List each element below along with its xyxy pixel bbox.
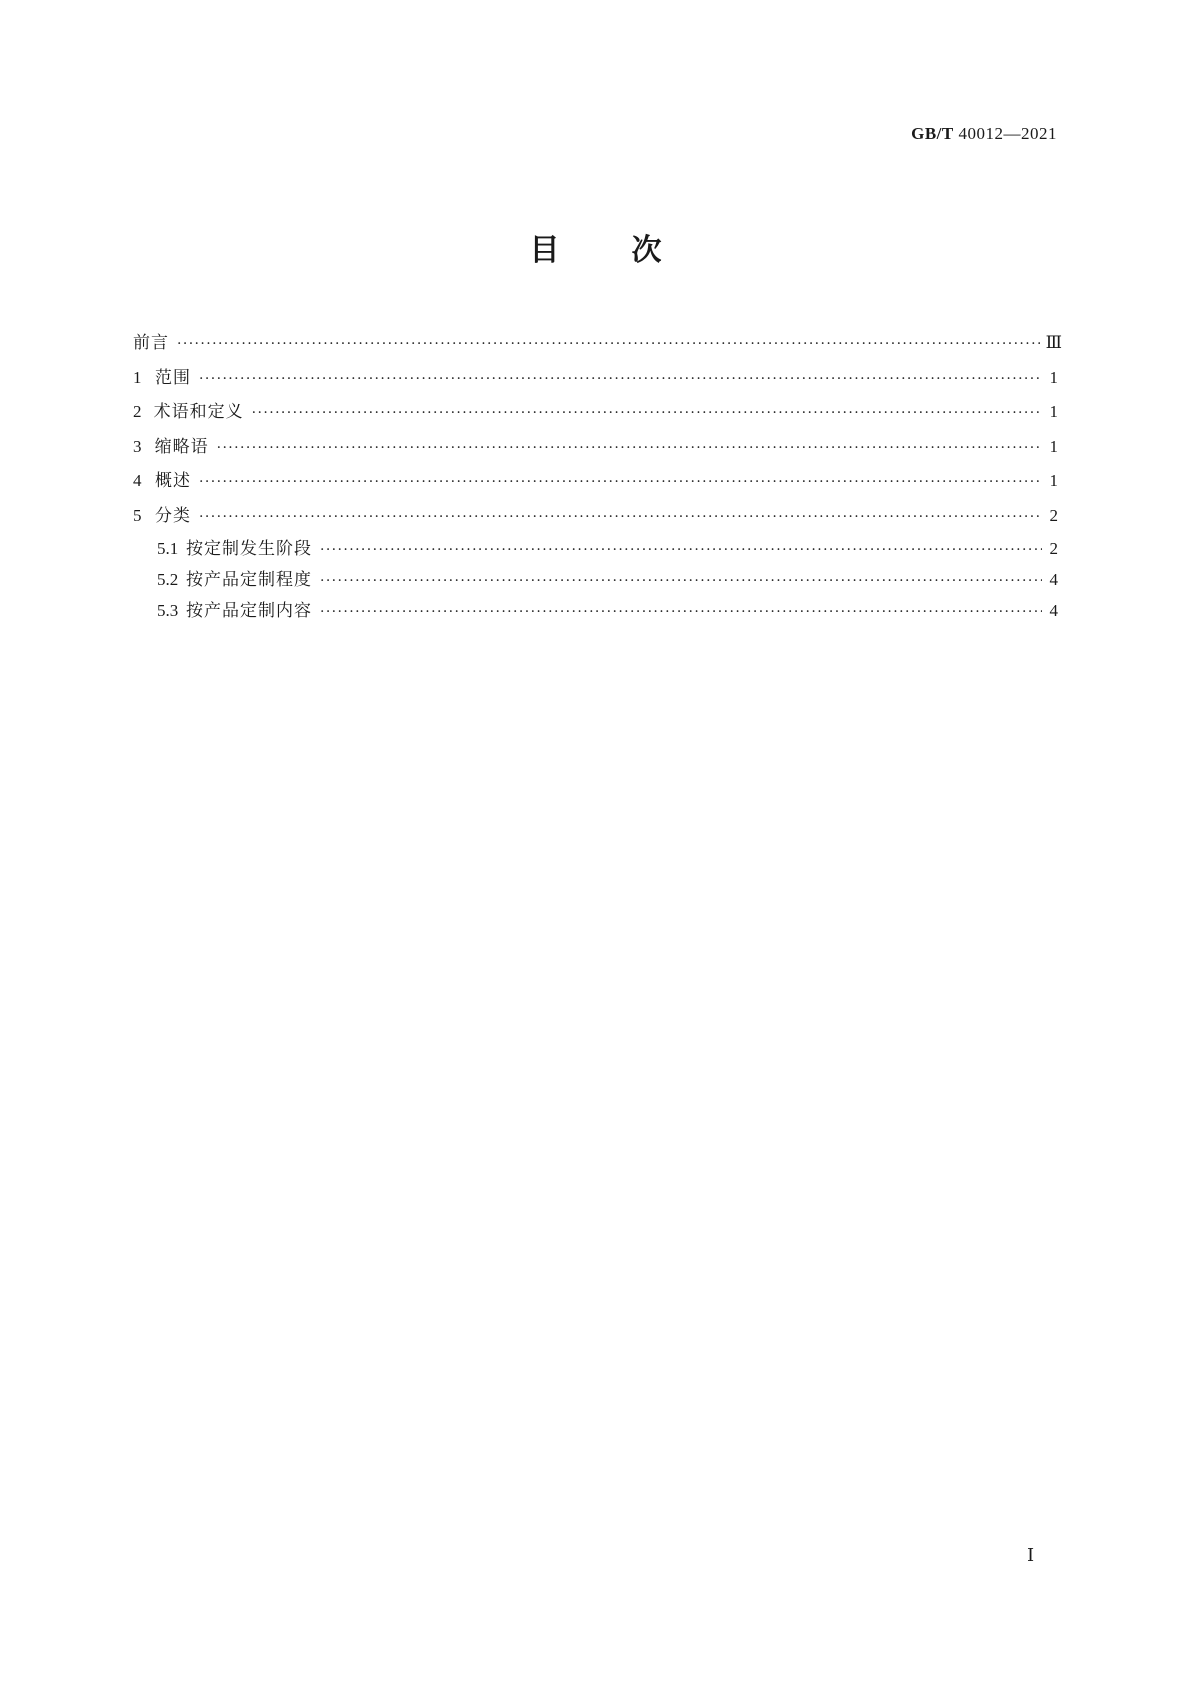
toc-entry-5-1[interactable] [133, 534, 1058, 565]
toc-entry-1[interactable] [133, 363, 1058, 397]
standard-number: 40012—2021 [958, 124, 1057, 143]
toc-entry-number: 3 [133, 437, 142, 456]
toc-entry-label: 范围 [155, 368, 192, 388]
toc-entry-3[interactable] [133, 432, 1058, 466]
toc-leader-dots [199, 474, 1042, 490]
page-number: Ⅰ [1027, 1545, 1035, 1565]
toc-entry-page: 1 [1049, 368, 1058, 387]
toc-entry-number: 5 [133, 506, 142, 525]
toc-entry-5-2[interactable] [133, 565, 1058, 596]
toc-entry-page: 4 [1049, 601, 1058, 620]
toc-entry-number: 1 [133, 368, 142, 387]
toc-entry-label: 缩略语 [154, 437, 209, 457]
toc-entry-label: 按定制发生阶段 [185, 539, 312, 559]
toc-leader-dots [199, 509, 1042, 525]
toc-leader-dots [252, 405, 1042, 421]
toc-entry-label: 按产品定制内容 [185, 601, 312, 621]
toc-entry-5[interactable] [133, 501, 1058, 534]
toc-leader-dots [217, 440, 1042, 456]
toc-entry-label: 前言 [133, 333, 169, 353]
toc-entry-label: 按产品定制程度 [185, 570, 312, 590]
toc-entry-5-3[interactable] [133, 596, 1058, 627]
page-title [0, 225, 1191, 269]
standard-prefix: GB/T [911, 124, 954, 143]
toc-entry-page: 1 [1049, 471, 1058, 490]
toc-entry-page: 1 [1049, 437, 1058, 456]
title-char-2: 次 [631, 233, 662, 268]
toc-entry-number: 4 [133, 471, 142, 490]
toc-entry-preface[interactable] [133, 328, 1063, 363]
toc-entry-page: 2 [1049, 506, 1058, 525]
toc-leader-dots [320, 604, 1042, 620]
title-char-1: 目 [529, 233, 560, 268]
toc-entry-number: 2 [133, 402, 142, 421]
toc-entry-number: 5.1 [157, 539, 179, 558]
toc-entry-2[interactable] [133, 397, 1058, 432]
toc-entry-page: 1 [1049, 402, 1058, 421]
toc-entry-4[interactable] [133, 466, 1058, 501]
toc-entry-label: 分类 [155, 506, 192, 526]
standard-code [911, 124, 1057, 144]
toc-entry-page: Ⅲ [1045, 333, 1063, 352]
toc-entry-label: 概述 [155, 471, 192, 491]
toc-entry-page: 4 [1049, 570, 1058, 589]
toc-entry-label: 术语和定义 [153, 402, 244, 422]
toc-entry-page: 2 [1049, 539, 1058, 558]
toc-leader-dots [199, 371, 1042, 387]
toc-leader-dots [177, 336, 1040, 352]
toc-entry-number: 5.3 [157, 601, 179, 620]
toc-leader-dots [320, 573, 1042, 589]
toc-entry-number: 5.2 [157, 570, 179, 589]
toc-leader-dots [320, 542, 1042, 558]
table-of-contents [133, 328, 1063, 627]
